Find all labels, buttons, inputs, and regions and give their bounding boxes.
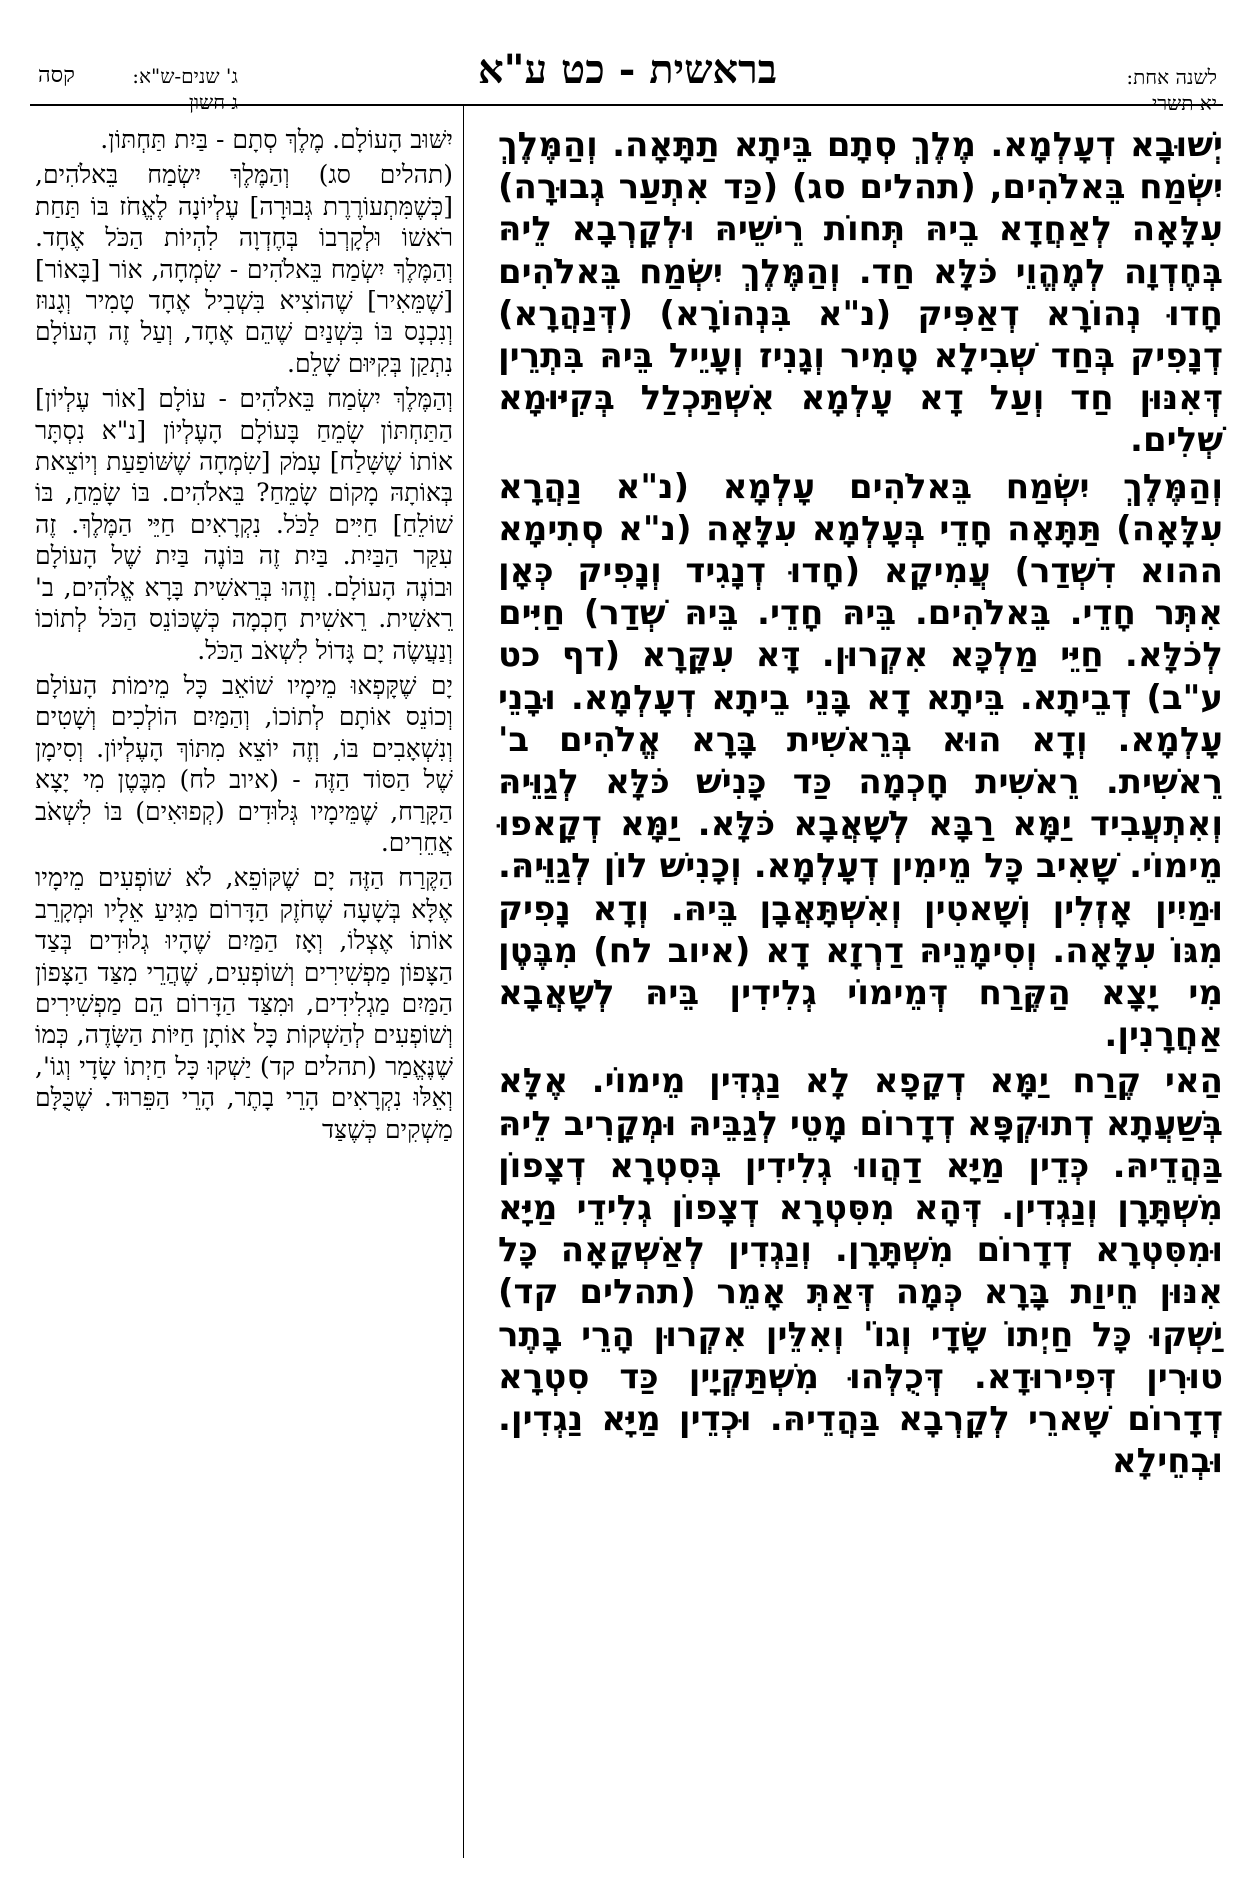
main-text-column (498, 124, 1223, 1487)
main-paragraph: הַאי קֶרַח יַמָּא דְקָפָא לָא נַגְדִּין מֵימוֹי. אֶלָּא בְּשַׁעֲתָא דְתוּקְפָּא דְדָרוֹם מָטֵי לְגַבֵּיהּ וּמְקָרִיב לֵיהּ בַּהֲדֵיהּ. כְּדֵין מַיָּא דַהֲווּ גְלִידִין בְּסִטְרָא דְצָפוֹן מִשְׁתָּרָן וְנַגְדִין. דְּהָא מִסִּטְרָא דְצָפוֹן גְלִידֵי מַיָּא וּמִסִּטְרָא דְדָרוֹם מִשְׁתָּרָן. וְנַגְדִין לְאַשְׁקָאָה כָּל אִנּוּן חֵיוַת בָּרָא כְּמָה דְּאַתְּ אָמֵר (תהלים קד) יַשְׁקוּ כָּל חַיְתוֹ שָׂדָי וְגוֹ' וְאִלֵּין אִקְרוּן הָרֵי בָתֶר טוּרִין דְּפִירוּדָא. דְּכֻלְּהוּ מִשְׁתַּקְיָין כַּד סִטְרָא דְדָרוֹם שָׁארֵי לְקָרְבָא בַּהֲדֵיהּ. וּכְדֵין מַיָּא נַגְדִין. וּבְחֵילָא (498, 1061, 1223, 1482)
column-divider (463, 106, 464, 1858)
commentary-column (35, 124, 453, 1149)
header-one-year-label: לשנה אחת: (1126, 65, 1217, 89)
page-header (30, 22, 1225, 114)
header-three-year-date: ג חשון (188, 90, 238, 114)
commentary-paragraph: יִשּׁוּב הָעוֹלָם. מֶלֶךְ סְתָם - בַּיִת תַּחְתּוֹן. (100, 125, 453, 154)
commentary-paragraph: יָם שֶׁקָּפְאוּ מֵימָיו שׁוֹאֵב כָּל מֵימוֹת הָעוֹלָם וְכוֹנֵס אוֹתָם לְתוֹכוֹ, וְהַמַּיִם הוֹלְכִים וְשָׁטִים וְנִשְׁאָבִים בּוֹ, וְזֶה יוֹצֵא מִתּוֹךְ הָעֶלְיוֹן. וְסִימָן שֶׁל הַסּוֹד הַזֶּה - (איוב לח) מִבֶּטֶן מִי יָצָא הַקָּרַח, שֶׁמֵּימָיו גְּלוּדִים (קְפוּאִים) בּוֹ לִשְׁאֹב אֲחֵרִים. (35, 670, 453, 857)
main-paragraph: וְהַמֶּלֶךְ יִשְׂמַח בֵּאלֹהִים עָלְמָא (נ"א נַהֲרָא עִלָּאָה) תַּתָּאָה חָדֵי בְּעָלְמָא עִלָּאָה (נ"א סְתִימָא ההוא דִשְׁדַר) עֲמִיקָא (חָדוּ דְנָגִיד וְנָפִיק כְּאָן אִתְּר חָדֵי. בֵּאלֹהִים. בֵּיהּ חָדֵי. בֵּיהּ שְׁדַר) חַיִּים לְכֹלָּא. חַיֵּי מַלְכָּא אִקְרוּן. דָּא עִקָּרָא (דף כט ע"ב) דְבֵיתָא. בֵּיתָא דָא בָּנֵי בֵיתָא דְעָלְמָא. וּבָנֵי עָלְמָא. וְדָא הוּא בְּרֵאשִׁית בָּרָא אֱלֹהִים ב' רֵאשִׁית. רֵאשִׁית חָכְמָה כַּד כָּנִישׁ כֹּלָּא לְגַוֵּיהּ וְאִתְעֲבִיד יַמָּא רַבָּא לְשָׁאֲבָא כֹּלָּא. יַמָּא דְקָאפוּ מֵימוֹי. שָׁאִיב כָּל מֵימִין דְעָלְמָא. וְכָנִישׁ לוֹן לְגַוֵּיהּ. וּמַיִין אָזְלִין וְשָׁאטִין וְאִשְׁתָּאֲבָן בֵּיהּ. וְדָא נָפִיק מִגּוֹ עִלָּאָה. וְסִימָנֵיהּ דַרְזָא דָא (איוב לח) מִבֶּטֶן מִי יָצָא הַקֶּרַח דְּמֵימוֹי גְלִידִין בֵּיהּ לְשָׁאֲבָא אַחֲרָנִין. (498, 466, 1223, 1056)
commentary-paragraph: הַקֶּרַח הַזֶּה יָם שֶׁקּוֹפֵא, לֹא שׁוֹפְעִים מֵימָיו אֶלָּא בְּשָׁעָה שֶׁחֹזֶק הַדָּרוֹם מַגִּיעַ אֵלָיו וּמְקָרֵב אוֹתוֹ אֶצְלוֹ, וְאָז הַמַּיִם שֶׁהָיוּ גְלוּדִים בְּצַד הַצָּפוֹן מַפְשִׁירִים וְשׁוֹפְעִים, שֶׁהֲרֵי מִצַּד הַצָּפוֹן הַמַּיִם מַגְלִידִים, וּמִצַּד הַדָּרוֹם הֵם מַפְשִׁירִים וְשׁוֹפְעִים לְהַשְׁקוֹת כָּל אוֹתָן חַיּוֹת הַשָּׂדֶה, כְּמוֹ שֶׁנֶּאֱמַר (תהלים קד) יַשְׁקוּ כָּל חַיְתוֹ שָׂדָי וְגוֹ', וְאֵלּוּ נִקְרָאִים הָרֵי בָתֶר, הָרֵי הַפֵּרוּד. שֶׁכֻּלָּם מַשְׁקִים כְּשֶׁצַּד (35, 863, 453, 1144)
header-divider (30, 104, 1223, 106)
header-three-year-label: ג' שנים-ש"א: (132, 64, 238, 88)
page-title: בראשית - כט ע"א (477, 46, 778, 93)
commentary-paragraph: (תהלים סג) וְהַמֶּלֶךְ יִשְׂמַח בֵּאלֹהִים, [כְּשֶׁמִּתְעוֹרֶרֶת גְּבוּרָה] עֶלְיוֹנָה לֶאֱחֹז בּוֹ תַּחַת רֹאשׁוֹ וּלְקָרְבוֹ בְּחֶדְוָה לִהְיוֹת הַכֹּל אֶחָד. וְהַמֶּלֶךְ יִשְׂמַח בֵּאלֹהִים - שִׂמְחָה, אוֹר [בָּאוֹר] [שֶׁמֵּאִיר] שֶׁהוֹצִיא בִּשְׁבִיל אֶחָד טָמִיר וְגָנוּז וְנִכְנָס בּוֹ בִּשְׁנַיִם שֶׁהֵם אֶחָד, וְעַל זֶה הָעוֹלָם נִתְקַן בְּקִיּוּם שָׁלֵם. (35, 160, 453, 378)
header-one-year-date: יא תשרי (1151, 91, 1217, 115)
page-number: קסה (38, 63, 75, 88)
commentary-paragraph: וְהַמֶּלֶךְ יִשְׂמַח בֵּאלֹהִים - עוֹלָם [אוֹר עֶלְיוֹן] הַתַּחְתּוֹן שָׂמֵחַ בָּעוֹלָם הָעֶלְיוֹן [נ"א נִסְתָּר אוֹתוֹ שֶׁשָּׁלַח] עָמֹק [שִׂמְחָה שֶׁשּׁוֹפַעַת וְיוֹצֵאת בְּאוֹתָהּ מָקוֹם שָׂמֵחַ? בֵּאלֹהִים. בּוֹ שָׂמֵחַ, בּוֹ שׁוֹלֵחַ] חַיִּים לַכֹּל. נִקְרָאִים חַיֵּי הַמֶּלֶךְ. זֶה עִקַּר הַבַּיִת. בַּיִת זֶה בּוֹנֶה בַּיִת שֶׁל הָעוֹלָם וּבוֹנֶה הָעוֹלָם. וְזֶהוּ בְּרֵאשִׁית בָּרָא אֱלֹהִים, ב' רֵאשִׁית. רֵאשִׁית חָכְמָה כְּשֶׁכּוֹנֵס הַכֹּל לְתוֹכוֹ וְנַעֲשֶׂה יָם גָּדוֹל לִשְׁאֹב הַכֹּל. (35, 384, 453, 665)
main-paragraph: יְשׁוּבָא דְעָלְמָא. מֶלֶךְ סְתָם בֵּיתָא תַתָּאָה. וְהַמֶּלֶךְ יִשְׂמַח בֵּאלֹהִים, (תהלים סג) (כַּד אִתְעַר גְבוּרָה) עִלָּאָה לְאַחֲדָא בֵיהּ תְּחוֹת רֵישֵׁיהּ וּלְקָרְבָא לֵיהּ בְּחֶדְוָה לְמֶהֱוֵי כֹּלָּא חַד. וְהַמֶּלֶךְ יִשְׂמַח בֵּאלֹהִים חָדוּ נְהוֹרָא דְאַפִּיק (נ"א בִּנְהוֹרָא) (דְּנַהֲרָא) דְנָפִיק בְּחַד שְׁבִילָא טָמִיר וְגָנִיז וְעָיֵיל בֵּיהּ בִּתְרֵין דְּאִנּוּן חַד וְעַל דָא עָלְמָא אִשְׁתַּכְלַל בְּקִיּוּמָא שְׁלִים. (498, 125, 1223, 461)
